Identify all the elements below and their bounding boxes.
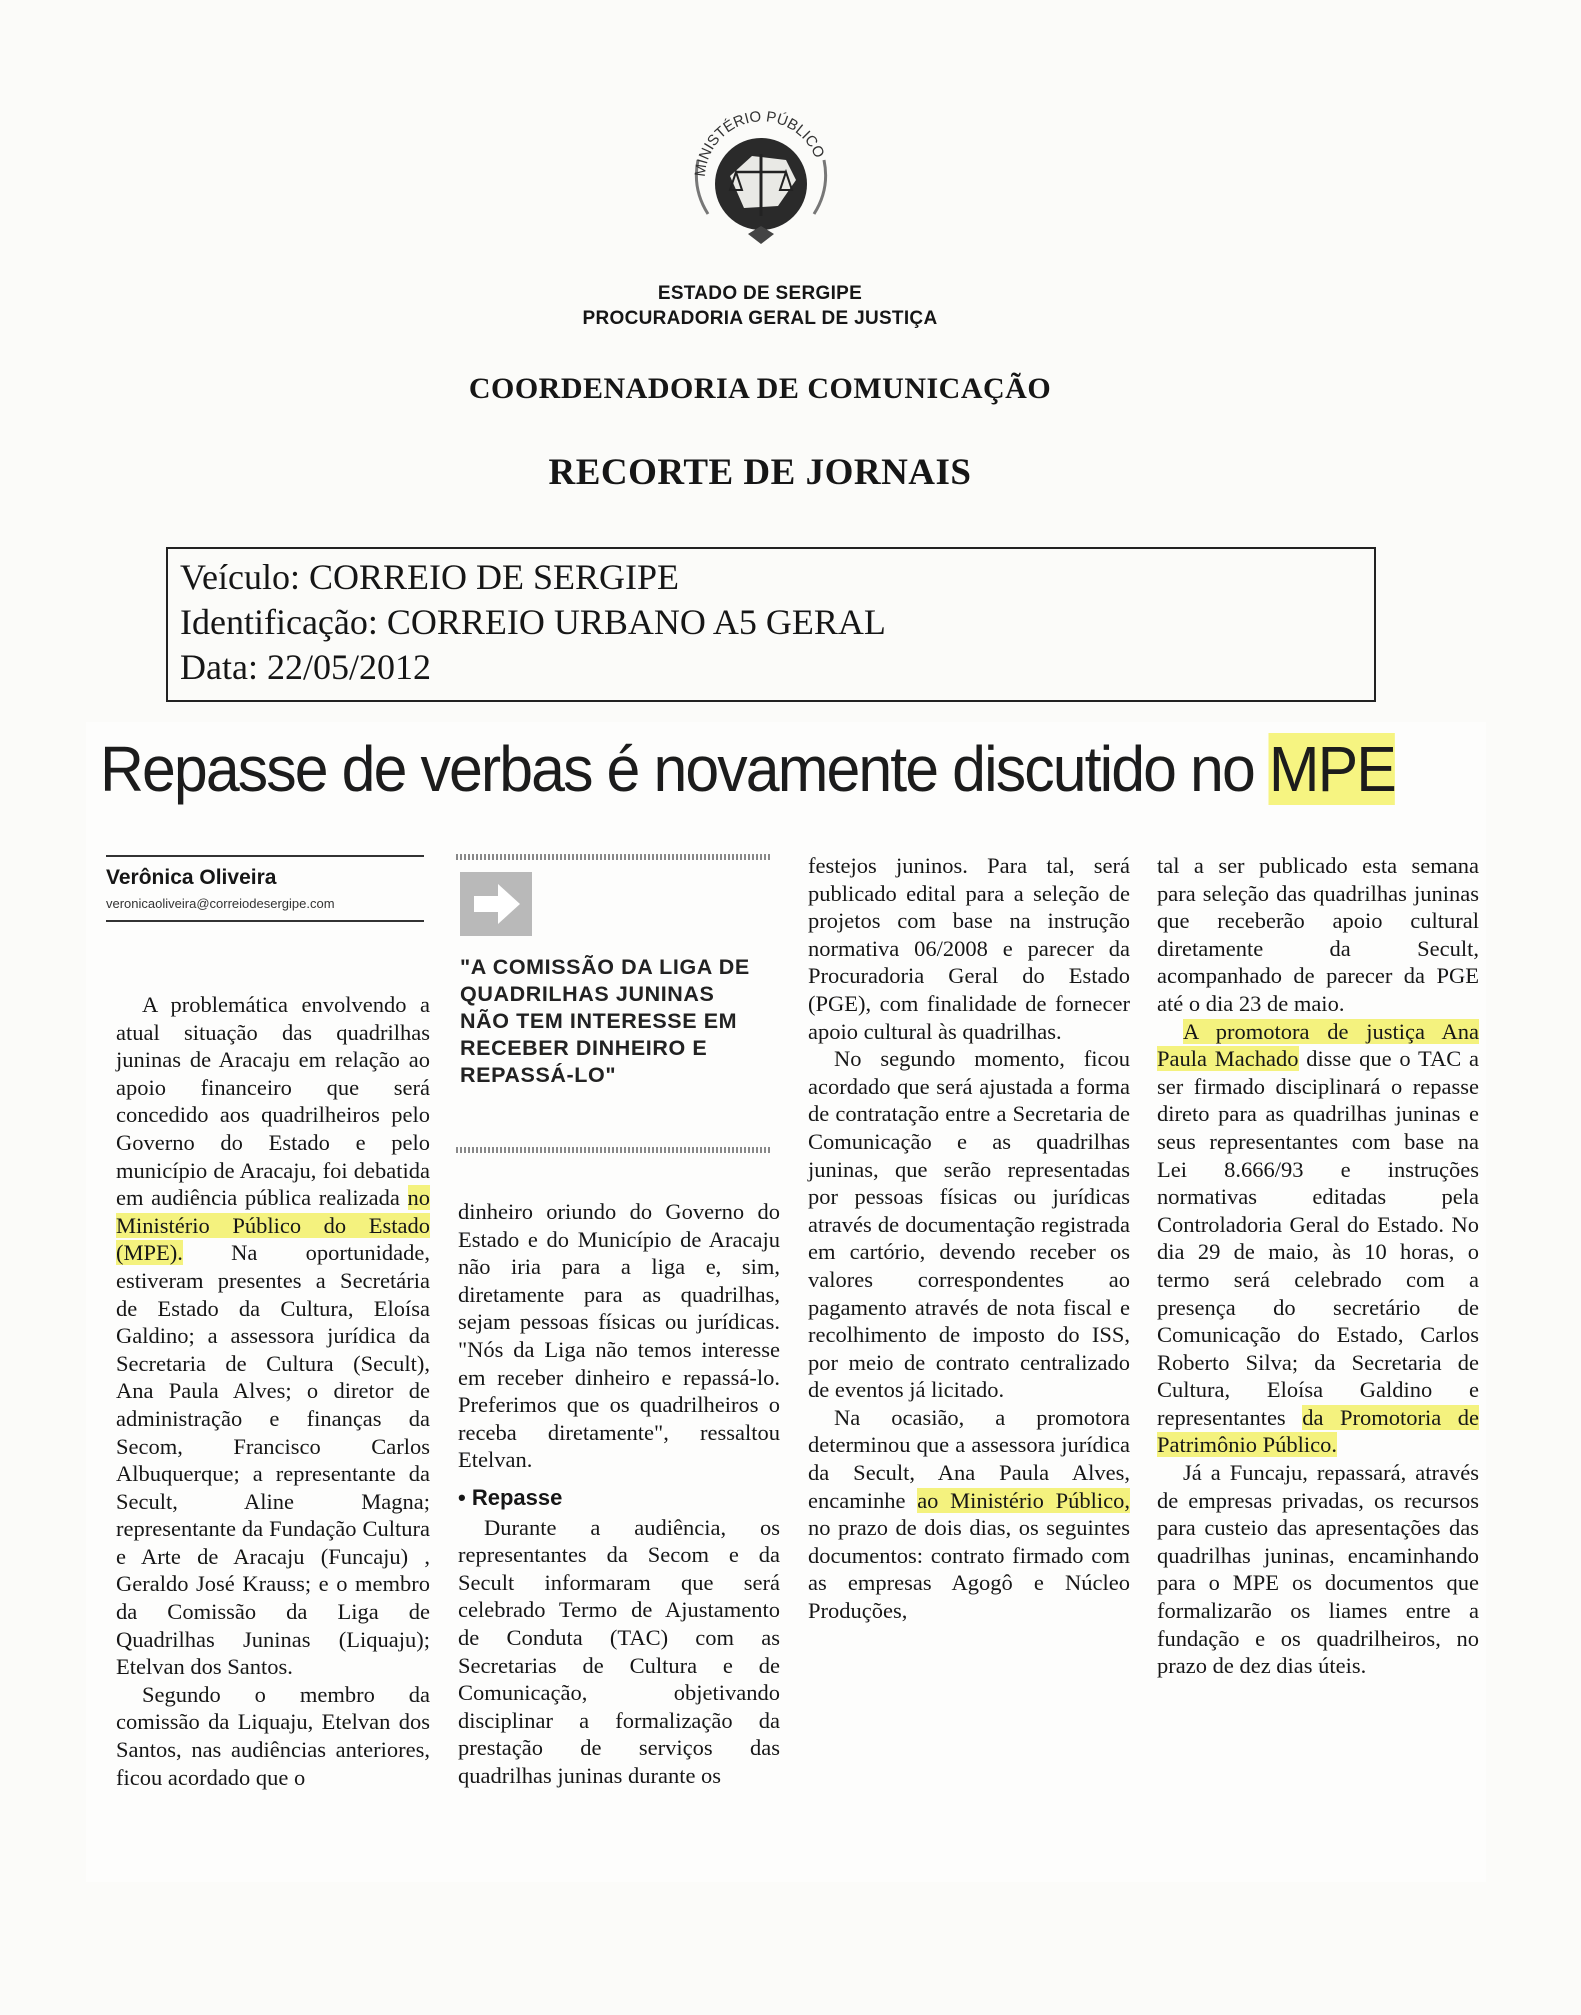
office-header: PROCURADORIA GERAL DE JUSTIÇA <box>582 308 938 329</box>
arrow-right-icon <box>460 872 532 936</box>
highlight: ao Ministério Público, <box>917 1487 1130 1513</box>
paragraph: tal a ser publicado esta semana para seleção das quadrilhas juninas que receberão apoio cultural diretamente da Secult, acompanhado de parecer da PGE até o dia 23 de maio. <box>1157 853 1479 1016</box>
seal-emblem-icon <box>678 94 844 260</box>
article-author: Verônica Oliveira <box>106 866 277 889</box>
paragraph: dinheiro oriundo do Governo do Estado e do Município de Aracaju não iria para a liga e, sim, diretamente para as quadrilhas, sejam pessoas físicas ou jurídicas. "Nós da Liga não temos interesse em receber dinheiro e repassá-lo. Preferimos que os quadrilheiros o receba diretamente", ressaltou Etelvan. <box>458 1199 780 1473</box>
paragraph: No segundo momento, ficou acordado que será ajustada a forma de contratação entre a Secretaria de Comunicação e as quadrilhas juninas, que serão representadas por pessoas físicas ou jurídicas através de documentação registrada em cartório, devendo receber os valores correspondentes ao pagamento através de nota fiscal e recolhimento de imposto do ISS, por meio de contrato centralizado de eventos já licitado. <box>808 1046 1130 1403</box>
author-top-rule <box>106 855 424 857</box>
headline-text: Repasse de verbas é novamente discutido no <box>100 733 1269 805</box>
highlight: no Ministério Público do Estado (MPE). <box>116 1185 430 1266</box>
column-4 <box>1157 852 1479 1680</box>
author-bottom-rule <box>106 920 424 922</box>
paragraph: festejos juninos. Para tal, será publicado edital para a seleção de projetos com base na instrução normativa 06/2008 e parecer da Procuradoria Geral do Estado (PGE), com finalidade de fornecer apoio cultural às quadrilhas. <box>808 853 1130 1044</box>
state-header: ESTADO DE SERGIPE <box>657 283 863 304</box>
column-3 <box>808 852 1130 1625</box>
highlight: A promotora de justiça Ana Paula Machado <box>1157 1018 1479 1072</box>
column-2 <box>458 1198 780 1789</box>
pull-quote-box <box>456 854 770 1154</box>
highlight: da Promotoria de Patrimônio Público. <box>1157 1404 1479 1458</box>
quote-bottom-rule <box>456 1147 770 1153</box>
paragraph: Durante a audiência, os representantes da Secom e da Secult informaram que será celebrado Termo de Ajustamento de Conduta (TAC) com as Secretarias de Cultura e de Comunicação, objetivando disciplinar a formalização da prestação de serviços das quadrilhas juninas durante os <box>458 1514 780 1788</box>
source-info-box <box>166 547 1376 702</box>
section-subhead: • Repasse <box>458 1484 563 1510</box>
author-email: veronicaoliveira@correiodesergipe.com <box>106 896 335 911</box>
paragraph: Na ocasião, a promotora determinou que a assessora jurídica da Secult, Ana Paula Alves, encaminhe ao Ministério Público, no prazo de dois dias, os seguintes documentos: contrato firmado com as empresas Agogô e Núcleo Produções, <box>808 1404 1130 1624</box>
source-section: Identificação: CORREIO URBANO A5 GERAL <box>180 602 886 642</box>
document-title: RECORTE DE JORNAIS <box>548 452 972 493</box>
headline-highlight: MPE <box>1268 733 1395 805</box>
seal-text: MINISTÉRIO PÚBLICO <box>691 108 828 178</box>
source-vehicle: Veículo: CORREIO DE SERGIPE <box>180 557 679 597</box>
paragraph: Já a Funcaju, repassará, através de empresas privadas, os recursos para custeio das apresentações das quadrilhas juninas, encaminhando para o MPE os documentos que formalizarão os liames entre a fundação e os quadrilheiros, no prazo de dez dias úteis. <box>1157 1460 1479 1679</box>
paragraph: Segundo o membro da comissão da Liquaju, Etelvan dos Santos, nas audiências anteriores, ficou acordado que o <box>116 1681 430 1790</box>
column-1 <box>116 991 430 1791</box>
paragraph: A problemática envolvendo a atual situação das quadrilhas juninas de Aracaju em relação ao apoio financeiro que será concedido aos quadrilheiros pelo Governo do Estado e pelo município de Aracaju, foi debatida em audiência pública realizada no Ministério Público do Estado (MPE). Na oportunidade, estiveram presentes a Secretária de Estado da Cultura, Eloísa Galdino; a assessora jurídica da Secretaria de Cultura (Secult), Ana Paula Alves; o diretor de administração e finanças da Secom, Francisco Carlos Albuquerque; a representante da Secult, Aline Magna; representante da Fundação Cultura e Arte de Aracaju (Funcaju) , Geraldo José Krauss; e o membro da Comissão da Liga de Quadrilhas Juninas (Liquaju); Etelvan dos Santos. <box>116 992 430 1680</box>
article-headline <box>100 732 1395 806</box>
department-header: COORDENADORIA DE COMUNICAÇÃO <box>468 372 1052 405</box>
paragraph: A promotora de justiça Ana Paula Machado disse que o TAC a ser firmado disciplinará o repasse direto para as quadrilhas juninas e seus representantes com base na Lei 8.666/93 e instruções normativas editadas pela Controladoria Geral do Estado. No dia 29 de maio, às 10 horas, o termo será celebrado com a presença do secretário de Comunicação do Estado, Carlos Roberto Silva; da Secretaria de Cultura, Eloísa Galdino e representantes da Promotoria de Patrimônio Público. <box>1157 1018 1479 1458</box>
source-date: Data: 22/05/2012 <box>180 647 431 687</box>
pull-quote-text: "A COMISSÃO DA LIGA DE QUADRILHAS JUNINAS NÃO TEM INTERESSE EM RECEBER DINHEIRO E REPASSÁ-LO" <box>460 955 750 1087</box>
